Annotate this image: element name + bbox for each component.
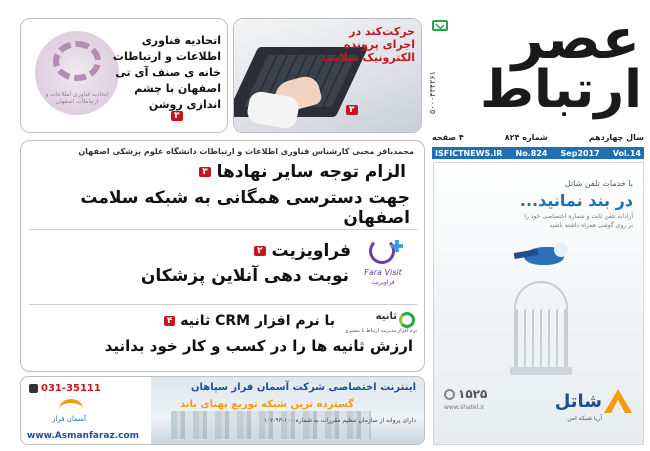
phone-icon (29, 384, 38, 393)
logo-line-2: ارتباط (479, 60, 642, 120)
seal-caption: اتحادیه فناوری اطلاعات و ارتباطات اصفهان (45, 91, 109, 105)
shatel-phone-number: ۱۵۲۵ (458, 387, 488, 401)
saniye-headline-1[interactable] (101, 313, 335, 330)
faravisit-headline-2[interactable]: نوبت دهی آنلاین پزشکان (140, 266, 349, 286)
logo-line-1: عصر (511, 7, 640, 72)
page-ref-badge: ۴ (164, 316, 176, 327)
shatel-logo-mark (604, 389, 632, 413)
saniye-logo (339, 310, 417, 338)
saniye-headline-1-text: با نرم افزار CRM ثانیه (180, 313, 335, 329)
page-count: ۴ صفحه (432, 133, 464, 142)
website-label[interactable]: ISFICTNEWS.IR (435, 148, 503, 158)
teaser-union[interactable] (20, 18, 228, 133)
shatel-phone (444, 385, 504, 403)
divider (29, 229, 417, 230)
gear-icon (53, 41, 101, 81)
asmanfaraz-license: دارای پروانه از سازمان تنظیم مقررات به شماره ۱۰۰-۹۳-۱۰۲ (263, 417, 416, 424)
issue-number-en: No.824 (515, 148, 548, 158)
teaser-union-headline: اتحادیه فناوری اطلاعات و ارتباطات خانه ی صنف آی تی اصفهان با چشم اندازی روشن (112, 34, 221, 111)
union-seal (35, 31, 119, 115)
saniye-icon (399, 312, 415, 328)
asmanfaraz-website[interactable]: www.Asmanfaraz.com (27, 431, 140, 441)
shatel-brand-tagline: آریا شبکه امن (567, 415, 602, 422)
bird-icon (514, 241, 584, 271)
lead-headline-1-text: الزام توجه سایر نهادها (216, 162, 406, 182)
faravisit-logo-fa: فراویزیت (371, 279, 395, 286)
shatel-headline: در بند نمانید... (519, 191, 633, 210)
asmanfaraz-slogan: گسترده ترین شبکه توزیع پهنای باند (179, 399, 354, 410)
date-en: Sep2017 (560, 148, 600, 158)
sms-number: ۵۰۰۰۴۳۴۲۶۱ (428, 71, 437, 114)
phone-icon (444, 389, 455, 400)
faravisit-headline-1-text: فراویزیت (271, 241, 351, 261)
lead-headline-2[interactable]: جهت دسترسی همگانی به شبکه سلامت اصفهان (80, 188, 410, 229)
shatel-small-text: با خدمات تلفن شاتل (564, 179, 633, 188)
faravisit-headline-1[interactable] (131, 241, 351, 261)
asmanfaraz-logo (39, 399, 99, 429)
lead-headline-1[interactable] (36, 162, 406, 182)
asmanfaraz-title: اینترنت اختصاصی شرکت آسمان فراز سپاهان (191, 382, 416, 393)
issue-info-en (432, 147, 644, 159)
birdcage-icon (506, 281, 576, 377)
lead-kicker: محمدباقر محبی کارشناس فناوری اطلاعات و ارتباطات دانشگاه علوم پزشکی اصفهان (78, 147, 414, 156)
shatel-body-2: بر روی گوشی همراه داشته باشید (549, 222, 633, 229)
saniye-headline-2[interactable]: ارزش ثانیه ها را در کسب و کار خود بدانید (104, 337, 413, 355)
year-label: سال چهاردهم (588, 133, 644, 142)
divider (29, 304, 417, 305)
teaser-laptop[interactable] (233, 18, 422, 133)
page-ref-badge: ۳ (199, 167, 211, 178)
page-ref-badge: ۳ (346, 105, 358, 115)
shatel-body-1: آزادانه تلفن ثابت و شماره اختصاصی خود را (524, 213, 633, 220)
asmanfaraz-phone: 031-35111 (41, 382, 101, 394)
page-ref-badge: ۲ (254, 246, 266, 257)
faravisit-logo-en: Fara Visit (364, 268, 402, 277)
main-stories (20, 140, 425, 372)
shatel-website[interactable]: www.shatel.ir (444, 404, 485, 411)
asmanfaraz-logo-text: آسمان فراز (52, 415, 86, 423)
stethoscope-icon (369, 238, 395, 264)
saniye-logo-name: ثانیه (375, 311, 397, 322)
shatel-logo (518, 389, 638, 429)
sms-icon (432, 20, 448, 31)
shatel-ad[interactable] (433, 162, 644, 445)
page-ref-badge: ۳ (171, 111, 183, 121)
issue-number-fa: شماره ۸۲۴ (504, 133, 548, 142)
issue-info-fa (432, 133, 644, 146)
saniye-logo-tagline: نرم افزار مدیریت ارتباط با مشتری (344, 328, 417, 334)
phone-number (29, 381, 139, 395)
faravisit-logo (353, 236, 413, 290)
shatel-brand: شاتل (554, 391, 602, 412)
teaser-laptop-headline: حرکت‌کند در اجرای پرونده الکترونیک سلامت (321, 25, 415, 65)
asmanfaraz-ad[interactable] (20, 376, 425, 445)
volume-label: Vol.14 (612, 148, 641, 158)
masthead (428, 7, 645, 132)
